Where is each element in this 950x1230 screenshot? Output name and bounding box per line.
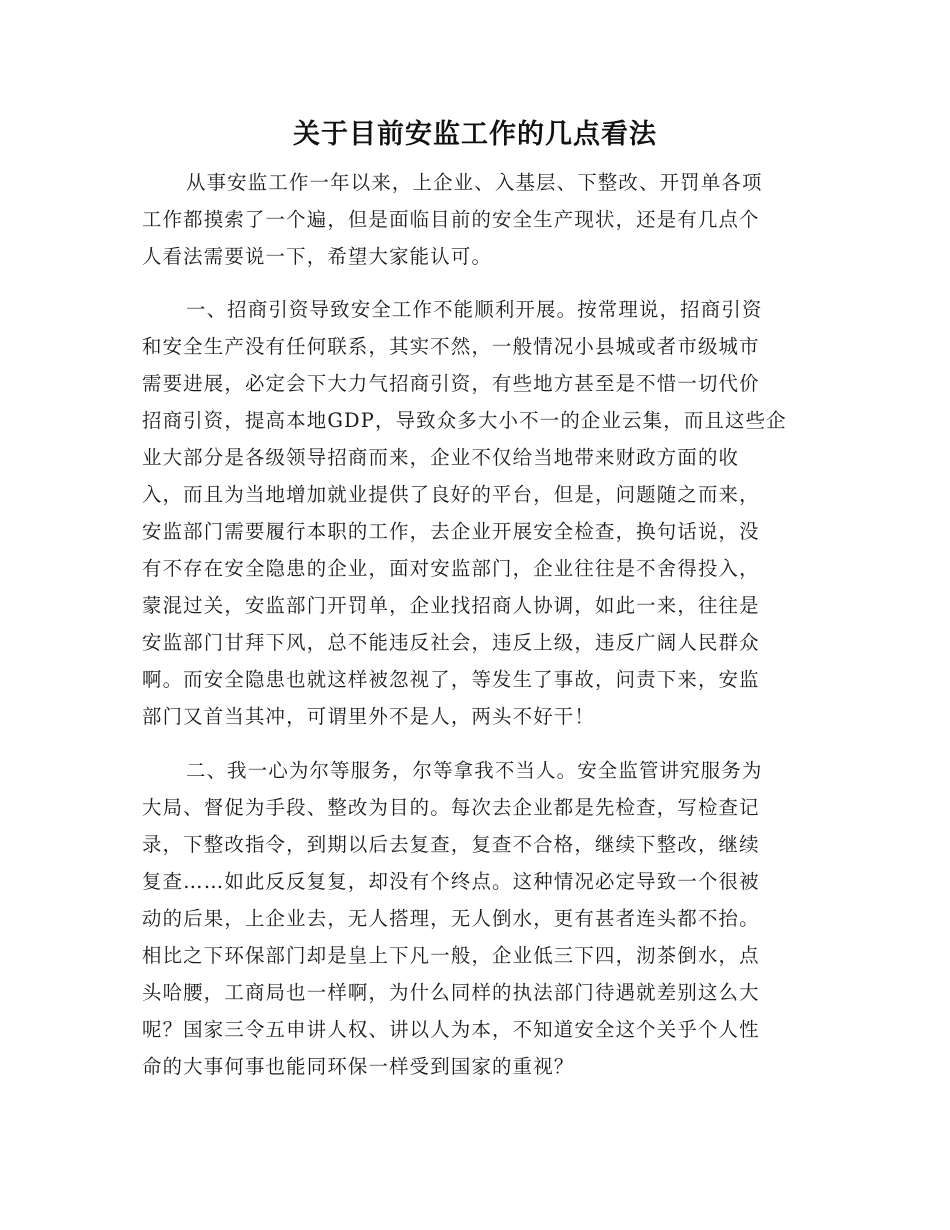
document-title: 关于目前安监工作的几点看法 — [293, 119, 657, 150]
paragraph-2-line-7: 安监部门需要履行本职的工作，去企业开展安全检查，换句话说，没 — [142, 520, 760, 543]
paragraph-3-line-2: 大局、督促为手段、整改为目的。每次去企业都是先检查，写检查记 — [142, 796, 760, 819]
paragraph-3-line-9: 命的大事何事也能同环保一样受到国家的重视？ — [142, 1055, 575, 1078]
paragraph-2-line-10: 安监部门甘拜下风，总不能违反社会，违反上级，违反广阔人民群众 — [142, 631, 760, 654]
paragraph-3-line-8: 呢？国家三令五申讲人权、讲以人为本，不知道安全这个关乎个人性 — [142, 1018, 760, 1041]
paragraph-2-line-6: 入，而且为当地增加就业提供了良好的平台，但是，问题随之而来， — [142, 483, 760, 506]
paragraph-3-line-6: 相比之下环保部门却是皇上下凡一般，企业低三下四，沏茶倒水，点 — [142, 944, 760, 967]
paragraph-2-line-11: 啊。而安全隐患也就这样被忽视了，等发生了事故，问责下来，安监 — [142, 668, 760, 691]
paragraph-2-line-5: 业大部分是各级领导招商而来，企业不仅给当地带来财政方面的收 — [142, 446, 740, 469]
paragraph-2-line-1: 一、招商引资导致安全工作不能顺利开展。按常理说，招商引资 — [186, 298, 763, 321]
paragraph-3-line-1: 二、我一心为尔等服务，尔等拿我不当人。安全监管讲究服务为 — [186, 759, 763, 782]
paragraph-1-line-1: 从事安监工作一年以来，上企业、入基层、下整改、开罚单各项 — [186, 171, 763, 194]
paragraph-2-line-9: 蒙混过关，安监部门开罚单，企业找招商人协调，如此一来，往往是 — [142, 594, 760, 617]
paragraph-3-line-7: 头哈腰，工商局也一样啊，为什么同样的执法部门待遇就差别这么大 — [142, 981, 760, 1004]
paragraph-3-line-4: 复查……如此反反复复，却没有个终点。这种情况必定导致一个很被 — [142, 870, 760, 893]
paragraph-3-line-3: 录，下整改指令，到期以后去复查，复查不合格，继续下整改，继续 — [142, 833, 760, 856]
paragraph-2-line-12: 部门又首当其冲，可谓里外不是人，两头不好干！ — [142, 705, 595, 728]
paragraph-2-line-8: 有不存在安全隐患的企业，面对安监部门，企业往往是不舍得投入， — [142, 557, 760, 580]
paragraph-3-line-5: 动的后果，上企业去，无人搭理，无人倒水，更有甚者连头都不抬。 — [142, 907, 760, 930]
paragraph-2-line-2: 和安全生产没有任何联系，其实不然，一般情况小县城或者市级城市 — [142, 335, 760, 358]
paragraph-2-line-3: 需要进展，必定会下大力气招商引资，有些地方甚至是不惜一切代价 — [142, 372, 760, 395]
paragraph-1-line-2: 工作都摸索了一个遍，但是面临目前的安全生产现状，还是有几点个 — [142, 208, 760, 231]
paragraph-1-line-3: 人看法需要说一下，希望大家能认可。 — [142, 245, 493, 268]
paragraph-2-line-4: 招商引资，提高本地GDP，导致众多大小不一的企业云集，而且这些企 — [142, 409, 787, 432]
